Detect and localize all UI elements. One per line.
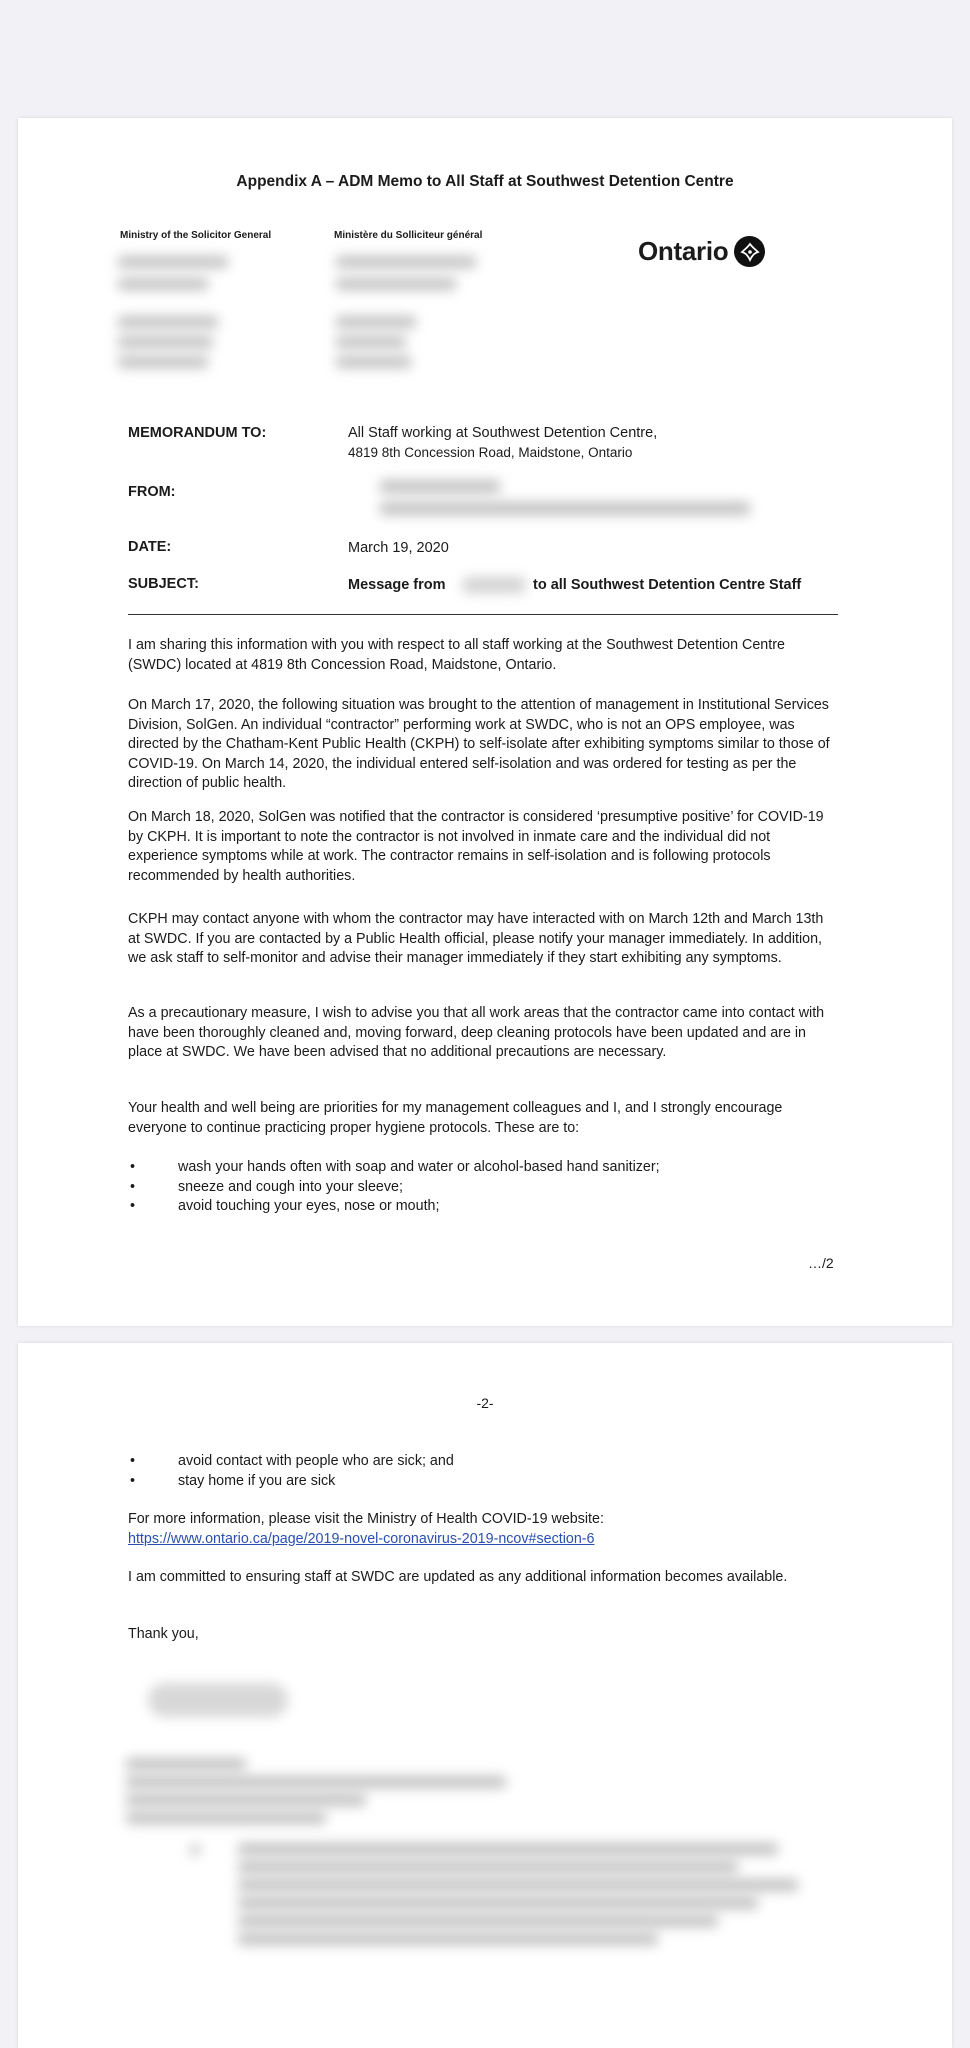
bullet-marker: • — [130, 1159, 136, 1175]
redacted-signatory-ministry — [126, 1812, 326, 1824]
bullet-marker: • — [130, 1198, 136, 1215]
paragraph-health — [128, 1099, 838, 1138]
ministry-name-english: Ministry of the Solicitor General — [120, 230, 272, 241]
paragraph-intro — [128, 636, 838, 675]
hygiene-list-continued — [128, 1452, 838, 1491]
paragraph-text: As a precautionary measure, I wish to advise you that all work areas that the contractor came into contact with have been thoroughly cleaned and, moving forward, deep cleaning protocols have been updated and are in place at SWDC. We have been advised that no additional precautions are necessary. — [128, 1005, 825, 1061]
redacted-phone-en — [118, 336, 213, 348]
redacted-signatory-name — [126, 1758, 246, 1770]
continued-marker: …/2 — [808, 1255, 834, 1271]
paragraph-text: On March 18, 2020, SolGen was notified that the contractor is considered ‘presumptive positive’ for COVID-19 by CKPH. It is important to note the contractor is not involved in inmate care and the individual did not experience symptoms while at work. The contractor remains in self-isolation and is following protocols recommended by health authorities. — [128, 809, 824, 884]
hygiene-list — [128, 1158, 838, 1217]
bullet-marker: • — [130, 1453, 136, 1469]
subject-label: SUBJECT: — [128, 576, 199, 592]
list-item — [128, 1472, 838, 1492]
paragraph-text: On March 17, 2020, the following situation was brought to the attention of management in Institutional Services Division, SolGen. An individual “contractor” performing work at SWDC, who is not an OPS employee, was directed by the Chatham-Kent Public Health (CKPH) to self-isolate after exhibiting symptoms similar to those of COVID-19. On March 14, 2020, the individual entered self-isolation and was ordered for testing as per the direction of public health. — [128, 697, 830, 792]
memorandum-to-label: MEMORANDUM TO: — [128, 425, 267, 441]
paragraph-text: CKPH may contact anyone with whom the contractor may have interacted with on March 12th and March 13th at SWDC. If you are contacted by a Public Health official, please notify your manager immediately. In addition, we ask staff to self-monitor and advise their manager immediately if they start exhibiting any symptoms. — [128, 911, 824, 967]
list-item-text: stay home if you are sick — [178, 1472, 336, 1489]
memorandum-to-line-2: 4819 8th Concession Road, Maidstone, Ontario — [348, 445, 633, 460]
paragraph-ckph-contact — [128, 910, 838, 969]
list-item-text: avoid contact with people who are sick; and — [178, 1453, 454, 1469]
list-item-text: sneeze and cough into your sleeve; — [178, 1178, 403, 1195]
redacted-phone-en — [118, 316, 218, 328]
from-label: FROM: — [128, 484, 176, 500]
list-item-text: wash your hands often with soap and water or alcohol-based hand sanitizer; — [178, 1159, 660, 1175]
redacted-signature — [148, 1683, 288, 1717]
redacted-phone-en — [118, 356, 208, 368]
paragraph-text: I am sharing this information with you with respect to all staff working at the Southwest Detention Centre (SWDC) located at 4819 8th Concession Road, Maidstone, Ontario. — [128, 637, 785, 673]
redacted-phone-fr — [336, 356, 411, 368]
document-title: Appendix A – ADM Memo to All Staff at Southwest Detention Centre — [236, 173, 734, 190]
memo-page-2 — [18, 1343, 952, 2048]
date-value: March 19, 2020 — [348, 540, 449, 556]
redacted-cc-list — [238, 1879, 798, 1891]
paragraph-situation — [128, 696, 838, 794]
redacted-cc-list — [238, 1843, 778, 1855]
more-info-paragraph — [128, 1510, 838, 1549]
list-item — [128, 1197, 838, 1217]
more-info-text: For more information, please visit the Ministry of Health COVID-19 website: — [128, 1511, 604, 1527]
redacted-cc-list — [238, 1933, 658, 1945]
closing-text: Thank you, — [128, 1626, 199, 1642]
redacted-address-fr — [336, 256, 476, 268]
paragraph-text: I am committed to ensuring staff at SWDC are updated as any additional information becomes available. — [128, 1569, 788, 1585]
paragraph-precaution — [128, 1004, 838, 1063]
trillium-icon — [734, 236, 765, 267]
redacted-cc-bullet — [190, 1845, 200, 1855]
date-label: DATE: — [128, 539, 172, 555]
list-item — [128, 1158, 838, 1178]
page-number: -2- — [476, 1395, 494, 1411]
subject-prefix: Message from — [348, 577, 446, 593]
header-divider — [128, 614, 838, 615]
redacted-sender-name — [380, 480, 500, 493]
list-item-text: avoid touching your eyes, nose or mouth; — [178, 1198, 440, 1215]
redacted-address-en — [118, 256, 228, 268]
paragraph-presumptive-positive — [128, 808, 838, 886]
closing — [128, 1625, 838, 1645]
memorandum-to-line-1: All Staff working at Southwest Detention Centre, — [348, 425, 658, 441]
list-item — [128, 1178, 838, 1198]
redacted-phone-fr — [336, 336, 406, 348]
redacted-cc-list — [238, 1915, 718, 1927]
redacted-cc-list — [238, 1861, 738, 1873]
redacted-subject-name — [463, 577, 525, 593]
redacted-phone-fr — [336, 316, 416, 328]
redacted-sender-title — [380, 502, 750, 515]
ministry-of-health-link[interactable]: https://www.ontario.ca/page/2019-novel-coronavirus-2019-ncov#section-6 — [128, 1530, 595, 1547]
ontario-logo-text: Ontario — [638, 236, 729, 266]
ministry-name-french: Ministère du Solliciteur général — [334, 230, 483, 241]
list-item — [128, 1452, 838, 1472]
memo-page-1 — [18, 118, 952, 1326]
committed-paragraph — [128, 1568, 838, 1588]
redacted-address-fr — [336, 278, 456, 290]
redacted-signatory-division — [126, 1794, 366, 1806]
redacted-signatory-title — [126, 1776, 506, 1788]
redacted-cc-list — [238, 1897, 758, 1909]
redacted-address-en — [118, 278, 208, 290]
subject-suffix: to all Southwest Detention Centre Staff — [533, 577, 802, 593]
paragraph-text: Your health and well being are priorities for my management colleagues and I, and I strongly encourage everyone to continue practicing proper hygiene protocols. These are to: — [128, 1100, 783, 1136]
bullet-marker: • — [130, 1472, 136, 1489]
ontario-logo — [638, 236, 765, 267]
bullet-marker: • — [130, 1178, 136, 1195]
